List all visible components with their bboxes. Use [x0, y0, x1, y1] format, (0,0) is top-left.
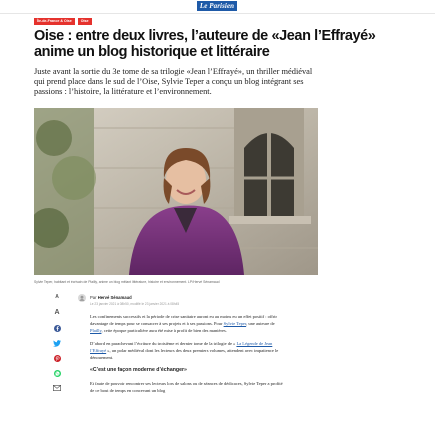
link-sylvie-teper[interactable]: Sylvie Teper [223, 321, 247, 326]
tag-oise[interactable]: Oise [78, 18, 92, 25]
twitter-share-button[interactable] [52, 338, 62, 348]
paragraph-3: Et faute de pouvoir rencontrer ses lecteurs lors de salons ou de séances de dédicaces, Sylvie Teper a profité de ce bout de temps en concevant un blog [90, 381, 283, 393]
top-navigation-bar [0, 0, 435, 14]
whatsapp-icon [54, 370, 61, 377]
article-body [90, 313, 286, 400]
whatsapp-share-button[interactable] [52, 368, 62, 378]
pinterest-icon [54, 355, 61, 362]
article-subheading: «C’est une façon moderne d’échanger» [90, 367, 187, 373]
author-name[interactable]: Hervé Sénamaud [97, 295, 132, 300]
paragraph-2: D’abord en parachevant l’écriture du troisième et dernier tome de la trilogie de « La Légende de Jean l’Effrayé », un polar médiéval dont les lecteurs des deux premiers volumes, attendent avec impatience le dénouement. [90, 341, 279, 360]
article-title: Oise : entre deux livres, l’auteure de «Jean l’Effrayé» anime un blog historique et littéraire [34, 28, 376, 60]
publication-date: Le 23 janvier 2021 à 08h50, modifié le 23 janvier 2021 à 08h45 [90, 302, 180, 306]
article-tags [34, 18, 95, 25]
photo-caption: Sylvie Teper, habitant et écrivain de Plailly, anime un blog mêlant littérature, histoire et environnement. LP/Hervé Sénamaud [34, 280, 220, 284]
tag-ile-de-france-oise[interactable]: Île-de-France & Oise [34, 18, 75, 25]
article-photo [34, 108, 318, 275]
facebook-icon [54, 325, 61, 332]
article-lead: Juste avant la sortie du 3e tome de sa trilogie «Jean l’Effrayé», un thriller médiéval qui prend place dans le sud de l’Oise, Sylvie Teper a conçu un blog intégrant ses passions : l’histoire, la littérature et l’environnement. [34, 67, 313, 97]
twitter-icon [53, 340, 61, 347]
link-plailly[interactable]: Plailly [90, 328, 102, 333]
facebook-share-button[interactable] [52, 323, 62, 333]
le-parisien-logo[interactable]: Le Parisien [197, 1, 237, 11]
link-legende-jean-effraye[interactable]: La Légende de Jean l’Effrayé [90, 341, 273, 353]
author-byline [90, 295, 132, 300]
mail-share-button[interactable] [52, 383, 62, 393]
byline-prefix: Par [90, 295, 97, 300]
font-size-decrease-button[interactable] [52, 292, 62, 302]
mail-icon [53, 385, 61, 391]
author-avatar-icon [78, 294, 86, 302]
pinterest-share-button[interactable] [52, 353, 62, 363]
font-size-increase-icon: A [54, 308, 60, 316]
paragraph-1: Les confinements successifs et la période de crise sanitaire auront eu au moins eu un effet positif : offrir davantage de temps pour se consacrer à ses projets et à ses passions. Pour Sylvie Teper, une auteure de Plailly, cette époque particulière aura été mise à profit de bien des manières. [90, 314, 278, 333]
font-size-decrease-icon: A [55, 294, 59, 300]
font-size-increase-button[interactable] [52, 307, 62, 317]
